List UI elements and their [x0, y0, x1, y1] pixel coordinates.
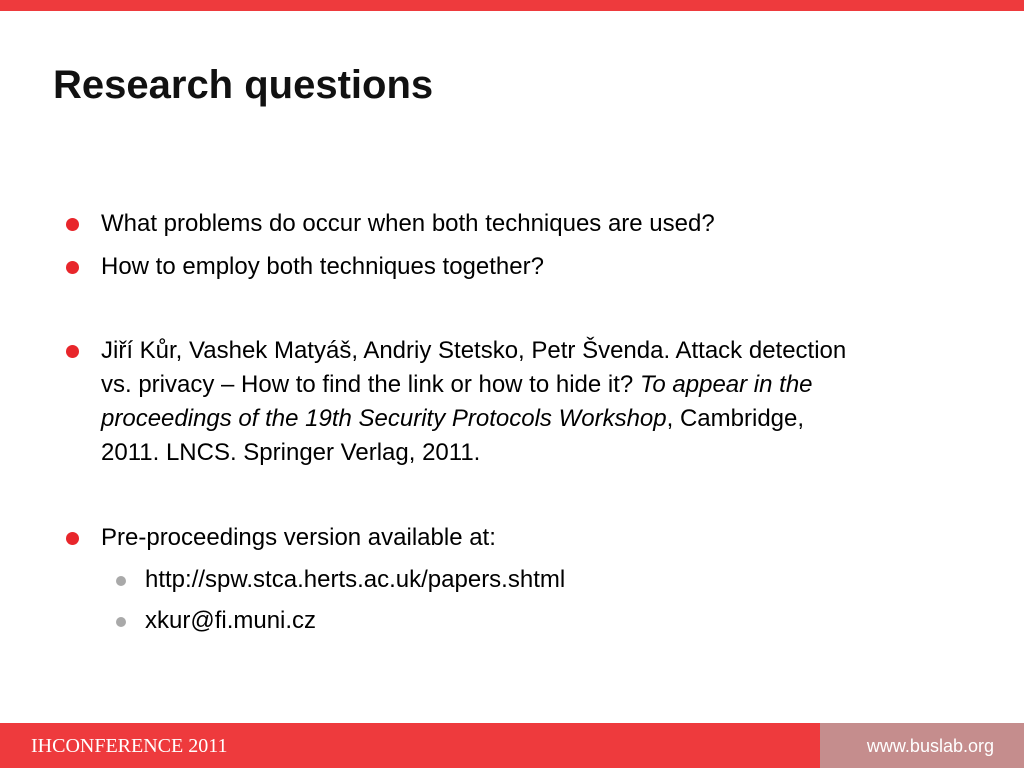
citation-line: Jiří Kůr, Vashek Matyáš, Andriy Stetsko, Petr Švenda. Attack detection [101, 337, 847, 364]
sub-bullet-link[interactable]: http://spw.stca.herts.ac.uk/papers.shtml [145, 566, 566, 593]
citation-venue: To appear in the [639, 371, 813, 398]
bullet-dot [66, 532, 79, 545]
citation-line: 2011. LNCS. Springer Verlag, 2011. [101, 439, 481, 466]
citation-text: , Cambridge, [666, 405, 805, 432]
bullet-item: How to employ both techniques together? [101, 253, 544, 280]
footer-url-link[interactable]: www.buslab.org [866, 736, 994, 756]
citation-text: vs. privacy – How to find the link or how to hide it? [101, 371, 634, 398]
bullet-dot [66, 261, 79, 274]
citation-venue: proceedings of the 19th Security Protocols Workshop [101, 405, 667, 432]
footer-conference-name: IHCONFERENCE 2011 [31, 735, 228, 757]
sub-bullet-email[interactable]: xkur@fi.muni.cz [145, 607, 317, 634]
citation-line [101, 368, 813, 402]
citation-line [101, 402, 804, 436]
bullet-item: What problems do occur when both techniques are used? [101, 210, 715, 237]
bullet-dot [66, 345, 79, 358]
sub-bullet-dot [116, 617, 126, 627]
sub-bullet-dot [116, 576, 126, 586]
bullet-dot [66, 218, 79, 231]
bullet-item: Pre-proceedings version available at: [101, 524, 496, 551]
slide-title: Research questions [53, 63, 434, 107]
